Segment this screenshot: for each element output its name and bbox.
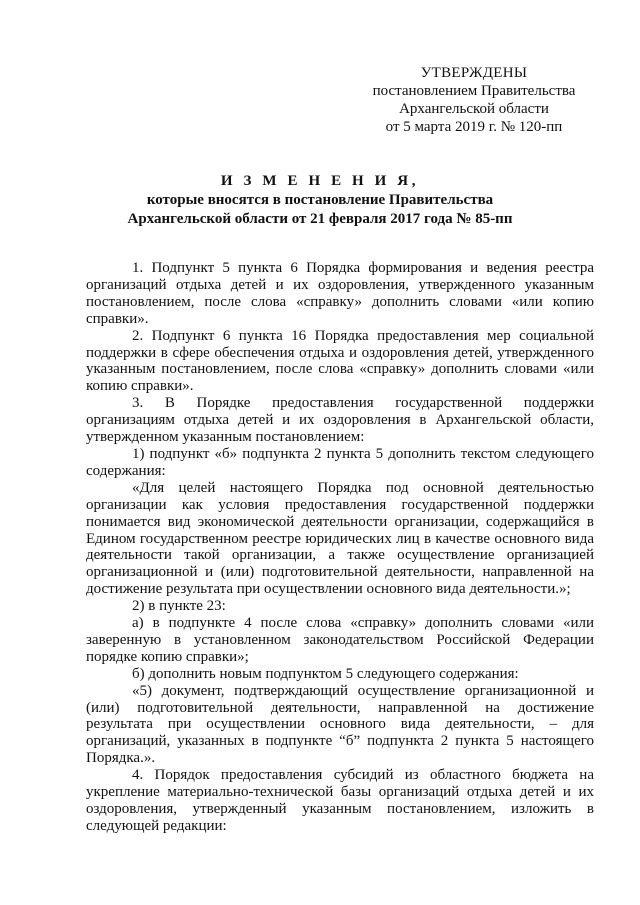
paragraph: «5) документ, подтверждающий осуществление организационной и (или) подготовительной деятельности, направленной на достижение результата при осуществлении основного вида деятельности, – для организаций, указанных в подпункте “б” подпункта 2 пункта 5 настоящего Порядка.». bbox=[86, 682, 594, 767]
heading-subtitle-line: которые вносятся в постановление Правительства bbox=[146, 192, 494, 208]
paragraph: 1. Подпункт 5 пункта 6 Порядка формирования и ведения реестра организаций отдыха детей и их оздоровления, утвержденного указанным постановлением, после слова «справку» дополнить словами «или копию справки». bbox=[86, 260, 594, 327]
approval-line: Архангельской области bbox=[399, 101, 549, 117]
paragraph: «Для целей настоящего Порядка под основной деятельностью организации как условия предоставления государственной поддержки понимается вид экономической деятельности организации, содержащийся в Едином государственном реестре юридических лиц в качестве основного вида деятельности такой организации, а также осуществление организацией организационной и (или) подготовительной деятельности, направленной на достижение результата при осуществлении основного вида деятельности.»; bbox=[86, 479, 594, 598]
paragraph: а) в подпункте 4 после слова «справку» дополнить словами «или заверенную в установленном законодательством Российской Федерации порядке копию справки»; bbox=[86, 615, 594, 665]
paragraph: 2. Подпункт 6 пункта 16 Порядка предоставления мер социальной поддержки в сфере обеспечения отдыха и оздоровления детей, утвержденного указанным постановлением, после слова «справку» дополнить словами «или копию справки». bbox=[86, 327, 594, 395]
paragraph: 4. Порядок предоставления субсидий из областного бюджета на укрепление материально-технической базы организаций отдыха детей и их оздоровления, утвержденный указанным постановлением, изложить в следующей редакции: bbox=[86, 767, 594, 834]
approval-title: УТВЕРЖДЕНЫ bbox=[420, 65, 528, 81]
document-heading bbox=[60, 172, 580, 229]
approval-stamp bbox=[363, 64, 585, 136]
approval-line: постановлением Правительства bbox=[372, 83, 576, 99]
paragraph: 1) подпункт «б» подпункта 2 пункта 5 дополнить текстом следующего содержания: bbox=[86, 445, 594, 479]
paragraph: 3. В Порядке предоставления государственной поддержки организациям отдыха детей и их оздоровления в Архангельской области, утвержденном указанным постановлением: bbox=[86, 395, 594, 446]
document-body bbox=[86, 260, 594, 835]
heading-title: И З М Е Н Е Н И Я, bbox=[220, 173, 420, 189]
heading-subtitle-line: Архангельской области от 21 февраля 2017 года № 85-пп bbox=[127, 211, 513, 227]
approval-line: от 5 марта 2019 г. № 120-пп bbox=[385, 119, 563, 135]
paragraph: б) дополнить новым подпунктом 5 следующего содержания: bbox=[132, 665, 519, 682]
paragraph: 2) в пункте 23: bbox=[132, 598, 226, 615]
